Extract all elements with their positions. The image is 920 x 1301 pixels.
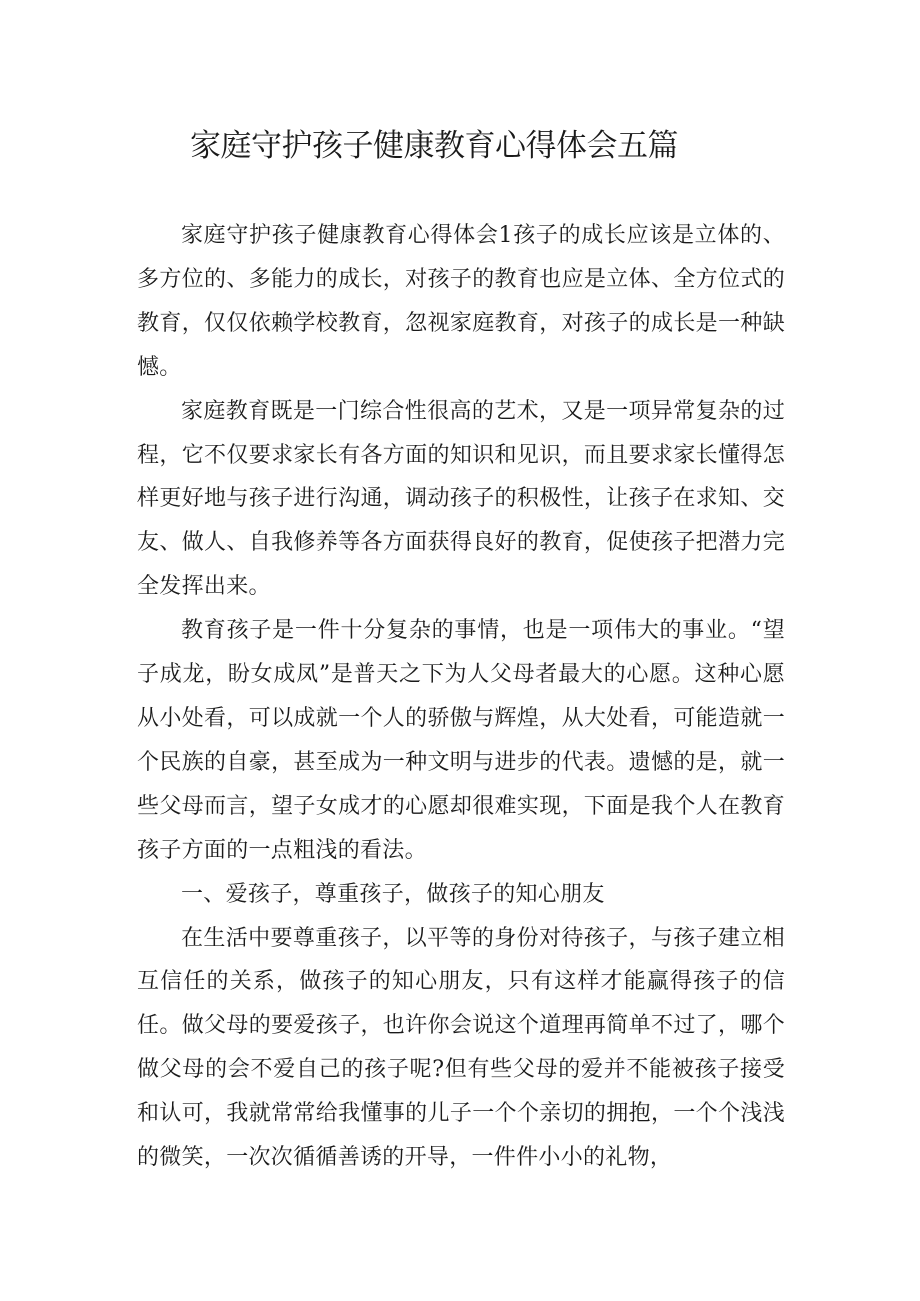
document-body — [137, 214, 785, 1180]
section-heading-love-respect: 一、爱孩子，尊重孩子，做孩子的知心朋友 — [181, 881, 605, 907]
document-title: 家庭守护孩子健康教育心得体会五篇 — [190, 128, 678, 164]
paragraph-intro: 家庭守护孩子健康教育心得体会1孩子的成长应该是立体的、多方位的、多能力的成长，对孩子的教育也应是立体、全方位式的教育，仅仅依赖学校教育，忽视家庭教育，对孩子的成长是一种缺憾。 — [137, 223, 785, 380]
paragraph-family-education-art: 家庭教育既是一门综合性很高的艺术，又是一项异常复杂的过程，它不仅要求家长有各方面的知识和见识，而且要求家长懂得怎样更好地与孩子进行沟通，调动孩子的积极性，让孩子在求知、交友、做人、自我修养等各方面获得良好的教育，促使孩子把潜力完全发挥出来。 — [137, 398, 785, 600]
paragraph-educating-children: 教育孩子是一件十分复杂的事情，也是一项伟大的事业。“望子成龙，盼女成凤”是普天之下为人父母者最大的心愿。这种心愿从小处看，可以成就一个人的骄傲与辉煌，从大处看，可能造就一个民族的自豪，甚至成为一种文明与进步的代表。遗憾的是，就一些父母而言，望子女成才的心愿却很难实现，下面是我个人在教育孩子方面的一点粗浅的看法。 — [137, 618, 785, 863]
paragraph-respect-children: 在生活中要尊重孩子，以平等的身份对待孩子，与孩子建立相互信任的关系，做孩子的知心朋友，只有这样才能赢得孩子的信任。做父母的要爱孩子，也许你会说这个道理再简单不过了，哪个做父母的会不爱自己的孩子呢?但有些父母的爱并不能被孩子接受和认可，我就常常给我懂事的儿子一个个亲切的拥抱，一个个浅浅的微笑，一次次循循善诱的开导，一件件小小的礼物， — [137, 925, 785, 1171]
